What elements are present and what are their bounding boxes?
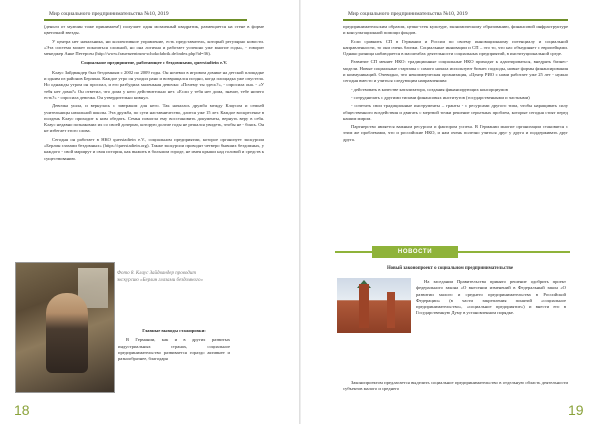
right-paragraph: Если сравнить СП в Германии и России по своему инновационному потенциалу и социальной направленности, то они очень близки. Социальные инновации и СП – это то, что нас объединяет с европейцами. Однако разница наблюдается в масштабах деятельности социальных предприятий, в институциональной среде. — [343, 38, 568, 57]
photo-caption: Фото 8. Клаус Зайдвандер проводит экскурсию «Берлин глазами бездомного» — [117, 271, 203, 283]
left-column-top — [44, 24, 264, 164]
news-text-2: Законопроектом предлагается выделить социальное предпринимательство в отдельную область деятельности субъектов малого и среднего — [343, 380, 568, 392]
right-header-rule — [343, 19, 568, 21]
right-page-number: 19 — [568, 402, 584, 418]
photo-person — [46, 293, 88, 373]
photo-tour-guide — [15, 262, 115, 393]
left-page-header — [44, 7, 247, 21]
right-closing: Партнерство является важным ресурсом и фактором успеха. В Германии многие организации становятся с этим же проблемами, что и российские НКО, и нам очень полезно учиться друг у друга и поддерживать друг друга. — [343, 124, 568, 142]
right-column-top — [343, 24, 568, 145]
news-column — [416, 279, 566, 319]
right-page-header — [343, 7, 568, 21]
news-text: На заседании Правительства принято решение одобрить проект федерального закона «О внесении изменений в Федеральный закон «О развитии малого и среднего предпринимательства в Российской Федерации» (в части закрепления понятий «социальное предпринимательство», «социальное предприятие») и внести его в Государственную Думу в установленном порядке. — [416, 279, 566, 316]
news-column-bottom — [343, 380, 568, 395]
left-paragraph: (деньги от мужчин тоже принимаем!) получает один мозаичный квадратик, размещается на стене в форме цветочной звезды. — [44, 24, 264, 36]
right-bullet: - действовать в качестве катализатора, создания финансирующих консорциумов — [351, 86, 508, 92]
left-page — [0, 0, 299, 424]
news-title: Новый законопроект о социальном предпринимательстве — [386, 266, 514, 271]
left-header-rule — [44, 19, 247, 21]
left-paragraph: Сегодня он работает в НКО querstadtein e.V., социальном предприятии, которое организует экскурсии «Берлин глазами бездомных» (https://querstadtein.org). Также экскурсии проводят четверо бывших бездомных, у каждого - свой маршрут и своя история, как выжить в большом городе, не имея крыши над головой и средств к существованию. — [44, 136, 264, 161]
photo-kremlin-tower2 — [387, 292, 395, 328]
news-banner: НОВОСТИ ОФИЦИАЛЬНО — [372, 246, 458, 258]
conclusion-heading: Главные выводы стажировки: — [142, 328, 206, 333]
photo-kremlin — [337, 278, 411, 333]
left-column-bottom — [118, 325, 230, 364]
right-paragraph: Развитие СП меняет НКО: традиционные социальные НКО приходят к адаптироваться, внедрять бизнес-модели. Новые социальные стартапы с самого начала используют бизнес подходы, новые формы финансирования и коммуникаций. Очевидно, что некоммерческая организация, «Центр РИО с нами работает уже 25 лет - нужно сегодня вместо и учиться следующим направлениям: — [343, 59, 568, 84]
left-subheading: Социальное предприятие, работающее с бездомными, querstadtein e.V. — [80, 60, 228, 66]
right-bullet: - сочетать свои традиционные инструменты – гранты - с ресурсами другого типа, чтобы наращивать силу общественного воздействия и двигать с мертвой точки решение серьезных проблем, которые сегодня стоят перед нашим миром. — [343, 103, 568, 121]
left-header-text: Мир социального предпринимательства №10, 2019 — [49, 11, 169, 17]
right-bullet: - сотрудничать с другими типами финансовых институтов (государственными и частными) — [351, 94, 530, 100]
conclusion-text: В Германии, как и в других развитых индустриальных странах, социальное предпринимательство развивается гораздо активнее и разнообразнее, благодаря — [118, 337, 230, 362]
left-page-number: 18 — [14, 402, 30, 418]
right-header-text: Мир социального предпринимательства №10, 2019 — [348, 11, 468, 17]
right-paragraph: предпринимательским образом, цепко-стек культуре, экономическому образованию, финансовой инфраструктуре и консультационной помощи фондов. — [343, 24, 568, 36]
photo-kremlin-tower — [359, 284, 369, 328]
left-paragraph: Девочка ушла, и вернулась с завтраком для него. Так началась дружба между Клаусом и семьей учительницы начальной школы. Эта дружба, по сути наставничество, длится уже 15 лет. Каждое воскресенье в полдень Клаус приходит к ним обедать. Семья помогла ему восстановить документы, вернуть веру в себя. Клаус недавно познакомил их со своей дочерью, которую долгие годы не решался увидеть, чтобы не - боясь. Он не избегает этого слова. — [44, 103, 264, 134]
left-paragraph: У центра нет начальника, ни коллективное управление, есть представитель, который регулярно новости. «Эта система может показаться сложной, но она логична и работает успешно уже многие годы», - говорит менеджер Анке Петерсен (http://www.frauenzentrum-schokofabrik.de/index.php?id=36). — [44, 38, 264, 57]
left-paragraph: Клаус Зайдвандер был бездомным с 2002 по 2009 годы. Он ночевал в игровом домике на детской площадке и одним из районов Берлина. Каждое утро он уходил рано и возвращался поздно, когда площадка уже опустела. Но однажды утром он проспал, и его разбудила маленькая девочка: «Почему ты здесь?», - спросила она. - «У тебя нет дома?» Он ответил, что дома у него действительно нет. «Если у тебя нет дома, значит, тебе ничего есть?» - спросила девочка. Он утвердительно кивнул. — [44, 69, 264, 100]
